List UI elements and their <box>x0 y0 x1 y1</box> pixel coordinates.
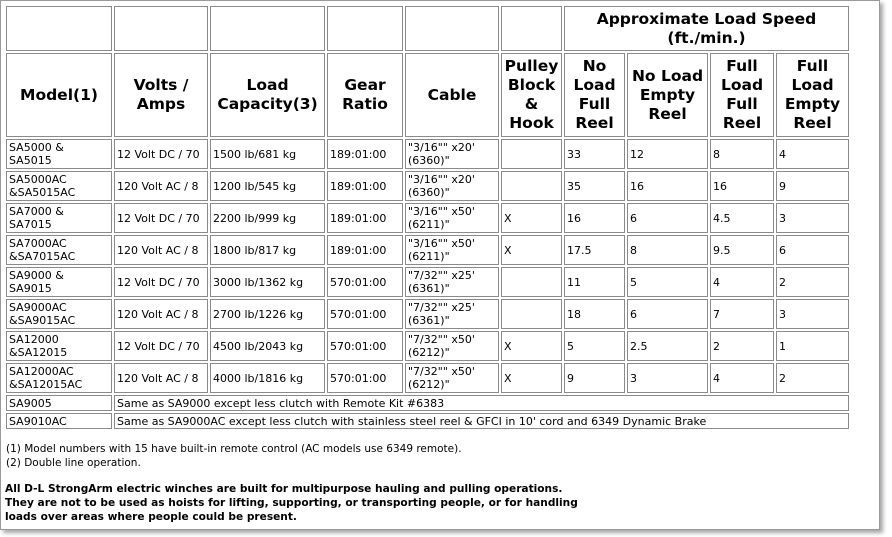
blank-header-cell <box>327 6 403 51</box>
speed-cell: 35 <box>564 171 625 201</box>
model-cell: SA12000 &SA12015 <box>6 331 112 361</box>
cable-cell: "7/32"" x25' (6361)" <box>405 267 499 297</box>
header-full-load-full-reel: Full Load Full Reel <box>710 53 774 137</box>
load-speed-group-header: Approximate Load Speed (ft./min.) <box>564 6 849 51</box>
gear-cell: 570:01:00 <box>327 363 403 393</box>
header-row-columns <box>6 53 849 137</box>
table-row-span <box>6 395 849 411</box>
pulley-cell <box>501 299 562 329</box>
model-cell: SA9005 <box>6 395 112 411</box>
volts-cell: 12 Volt DC / 70 <box>114 267 208 297</box>
table-row-span <box>6 413 849 429</box>
pulley-cell <box>501 171 562 201</box>
warning-line: They are not to be used as hoists for lifting, supporting, or transporting people, or for handling <box>5 497 578 509</box>
header-pulley-block-hook: Pulley Block & Hook <box>501 53 562 137</box>
speed-cell: 16 <box>627 171 708 201</box>
warning-line: loads over areas where people could be present. <box>5 511 297 523</box>
cable-cell: "7/32"" x25' (6361)" <box>405 299 499 329</box>
blank-header-cell <box>501 6 562 51</box>
blank-header-cell <box>405 6 499 51</box>
volts-cell: 12 Volt DC / 70 <box>114 139 208 169</box>
speed-cell: 4 <box>710 267 774 297</box>
capacity-cell: 1500 lb/681 kg <box>210 139 325 169</box>
volts-cell: 120 Volt AC / 8 <box>114 299 208 329</box>
pulley-cell <box>501 139 562 169</box>
gear-cell: 570:01:00 <box>327 331 403 361</box>
span-note-cell: Same as SA9000 except less clutch with Remote Kit #6383 <box>114 395 849 411</box>
header-full-load-empty-reel: Full Load Empty Reel <box>776 53 849 137</box>
volts-cell: 12 Volt DC / 70 <box>114 331 208 361</box>
volts-cell: 120 Volt AC / 8 <box>114 363 208 393</box>
blank-header-cell <box>6 6 112 51</box>
speed-cell: 9 <box>564 363 625 393</box>
table-row <box>6 235 849 265</box>
speed-cell: 5 <box>627 267 708 297</box>
pulley-cell <box>501 267 562 297</box>
volts-cell: 12 Volt DC / 70 <box>114 203 208 233</box>
table-row <box>6 299 849 329</box>
cable-cell: "3/16"" x20' (6360)" <box>405 139 499 169</box>
speed-cell: 16 <box>710 171 774 201</box>
header-cable: Cable <box>405 53 499 137</box>
header-row-top <box>6 6 849 51</box>
speed-cell: 18 <box>564 299 625 329</box>
speed-cell: 3 <box>776 299 849 329</box>
table-row <box>6 171 849 201</box>
blank-header-cell <box>210 6 325 51</box>
cable-cell: "3/16"" x50' (6211)" <box>405 203 499 233</box>
gear-cell: 570:01:00 <box>327 299 403 329</box>
speed-cell: 12 <box>627 139 708 169</box>
volts-cell: 120 Volt AC / 8 <box>114 235 208 265</box>
gear-cell: 570:01:00 <box>327 267 403 297</box>
speed-cell: 3 <box>627 363 708 393</box>
model-cell: SA5000AC &SA5015AC <box>6 171 112 201</box>
speed-cell: 4 <box>710 363 774 393</box>
pulley-cell: X <box>501 363 562 393</box>
speed-cell: 8 <box>710 139 774 169</box>
header-load-capacity: Load Capacity(3) <box>210 53 325 137</box>
capacity-cell: 4500 lb/2043 kg <box>210 331 325 361</box>
capacity-cell: 1800 lb/817 kg <box>210 235 325 265</box>
model-cell: SA9010AC <box>6 413 112 429</box>
speed-cell: 9.5 <box>710 235 774 265</box>
table-row <box>6 139 849 169</box>
footnote: (2) Double line operation. <box>6 457 141 469</box>
speed-cell: 33 <box>564 139 625 169</box>
cable-cell: "3/16"" x20' (6360)" <box>405 171 499 201</box>
model-cell: SA7000AC &SA7015AC <box>6 235 112 265</box>
table-row <box>6 203 849 233</box>
speed-cell: 11 <box>564 267 625 297</box>
speed-cell: 8 <box>627 235 708 265</box>
gear-cell: 189:01:00 <box>327 203 403 233</box>
speed-cell: 4 <box>776 139 849 169</box>
speed-cell: 2 <box>710 331 774 361</box>
pulley-cell: X <box>501 235 562 265</box>
pulley-cell: X <box>501 203 562 233</box>
capacity-cell: 1200 lb/545 kg <box>210 171 325 201</box>
footnote: (1) Model numbers with 15 have built-in remote control (AC models use 6349 remote). <box>6 443 462 455</box>
speed-cell: 1 <box>776 331 849 361</box>
cable-cell: "7/32"" x50' (6212)" <box>405 331 499 361</box>
header-no-load-empty-reel: No Load Empty Reel <box>627 53 708 137</box>
header-gear-ratio: Gear Ratio <box>327 53 403 137</box>
model-cell: SA5000 & SA5015 <box>6 139 112 169</box>
speed-cell: 6 <box>776 235 849 265</box>
speed-cell: 9 <box>776 171 849 201</box>
capacity-cell: 2700 lb/1226 kg <box>210 299 325 329</box>
capacity-cell: 3000 lb/1362 kg <box>210 267 325 297</box>
capacity-cell: 4000 lb/1816 kg <box>210 363 325 393</box>
header-no-load-full-reel: No Load Full Reel <box>564 53 625 137</box>
table-row <box>6 267 849 297</box>
gear-cell: 189:01:00 <box>327 235 403 265</box>
model-cell: SA7000 & SA7015 <box>6 203 112 233</box>
blank-header-cell <box>114 6 208 51</box>
table-row <box>6 363 849 393</box>
gear-cell: 189:01:00 <box>327 171 403 201</box>
model-cell: SA9000 & SA9015 <box>6 267 112 297</box>
speed-cell: 16 <box>564 203 625 233</box>
speed-cell: 6 <box>627 299 708 329</box>
model-cell: SA9000AC &SA9015AC <box>6 299 112 329</box>
model-cell: SA12000AC &SA12015AC <box>6 363 112 393</box>
speed-cell: 2 <box>776 267 849 297</box>
speed-cell: 6 <box>627 203 708 233</box>
table-row <box>6 331 849 361</box>
header-volts-amps: Volts / Amps <box>114 53 208 137</box>
pulley-cell: X <box>501 331 562 361</box>
speed-cell: 17.5 <box>564 235 625 265</box>
span-note-cell: Same as SA9000AC except less clutch with stainless steel reel & GFCI in 10' cord and 6349 Dynamic Brake <box>114 413 849 429</box>
volts-cell: 120 Volt AC / 8 <box>114 171 208 201</box>
speed-cell: 5 <box>564 331 625 361</box>
speed-cell: 4.5 <box>710 203 774 233</box>
safety-warning <box>5 482 578 524</box>
header-model: Model(1) <box>6 53 112 137</box>
speed-cell: 7 <box>710 299 774 329</box>
winch-spec-table <box>4 4 851 431</box>
capacity-cell: 2200 lb/999 kg <box>210 203 325 233</box>
speed-cell: 2 <box>776 363 849 393</box>
warning-line: All D-L StrongArm electric winches are built for multipurpose hauling and pulling operations. <box>5 483 563 495</box>
cable-cell: "3/16"" x50' (6211)" <box>405 235 499 265</box>
speed-cell: 2.5 <box>627 331 708 361</box>
gear-cell: 189:01:00 <box>327 139 403 169</box>
speed-cell: 3 <box>776 203 849 233</box>
cable-cell: "7/32"" x50' (6212)" <box>405 363 499 393</box>
